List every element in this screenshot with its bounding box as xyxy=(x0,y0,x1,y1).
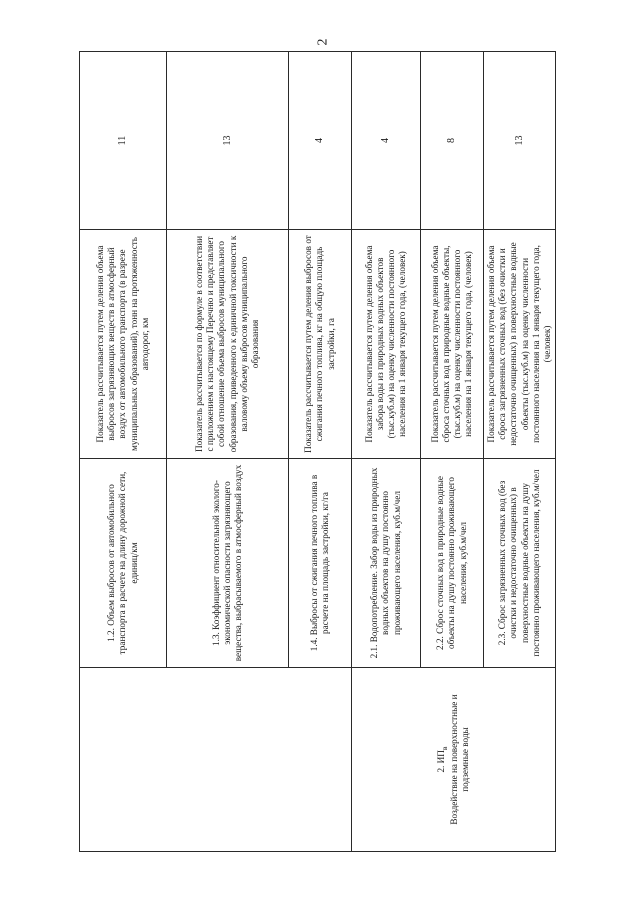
indicator-cell: 2.1. Водопотребление. Забор воды из природных водных объектов на душу постоянно проживающего населения, куб.м/чел xyxy=(352,459,421,668)
rotated-table-wrapper xyxy=(79,52,555,852)
indicator-cell: 2.2. Сброс сточных вод в природные водные объекты на душу постоянно проживающего населения, куб.м/чел xyxy=(421,459,484,668)
weight-cell: 4 xyxy=(352,52,421,230)
indicator-cell: 2.3. Сброс загрязненных сточных вод (без очистки и недостаточно очищенных) в поверхностные водные объекты на душу постоянно проживающего населения, куб.м/чел xyxy=(484,459,556,668)
weight-cell: 13 xyxy=(167,52,289,230)
weight-cell: 8 xyxy=(421,52,484,230)
group-cell-water xyxy=(352,668,556,852)
table-row xyxy=(80,52,167,852)
group-cell-empty xyxy=(80,668,352,852)
table-row xyxy=(352,52,421,852)
group-title xyxy=(436,673,449,846)
method-cell: Показатель рассчитывается путем деления объема забора воды из природных водных объектов (тыс.куб.м) на оценку численности постоянного населения на 1 января текущего года, (человек) xyxy=(352,230,421,459)
group-subtitle: Воздействие на поверхностные и подземные воды xyxy=(448,694,471,825)
page-number-text: 2 xyxy=(315,38,330,46)
method-cell: Показатель рассчитывается по формуле в соответствии с приложением к настоящему Перечню и представляет собой отношение объема выбросов муниципального образования, приведенного к единичной токсичности к валовому объему выбросов муниципального образования xyxy=(167,230,289,459)
group-title-subscript: в xyxy=(439,746,449,751)
weight-cell: 4 xyxy=(289,52,352,230)
indicator-cell: 1.2. Объем выбросов от автомобильного транспорта в расчете на длину дорожной сети, единиц/км xyxy=(80,459,167,668)
method-cell: Показатель рассчитывается путем деления выбросов от сжигания печного топлива, кг на общую площадь застройки, га xyxy=(289,230,352,459)
method-cell: Показатель рассчитывается путем деления объема сброса сточных вод в природные водные объекты, (тыс.куб.м) на оценку численности постоянного населения на 1 января текущего года, (человек) xyxy=(421,230,484,459)
group-title-main: 2. ИП xyxy=(435,750,446,773)
method-cell: Показатель рассчитывается путем деления объема сброса загрязненных сточных вод (без очистки и недостаточно очищенных) в поверхностные водные объекты (тыс.куб.м) на оценку численности постоянного населения на 1 января текущего года, (человек) xyxy=(484,230,556,459)
weight-cell: 13 xyxy=(484,52,556,230)
indicators-table xyxy=(79,51,556,852)
indicator-cell: 1.4. Выбросы от сжигания печного топлива в расчете на площадь застройки, кг/га xyxy=(289,459,352,668)
indicator-cell: 1.3. Коэффициент относительной эколого-экономической опасности загрязняющего вещества, выбрасываемого в атмосферный воздух xyxy=(167,459,289,668)
method-cell: Показатель рассчитывается путем деления объема выбросов загрязняющих веществ в атмосферный воздух от автомобильного транспорта (в разрезе муниципальных образований), тонн на протяженность автодорог, км xyxy=(80,230,167,459)
weight-cell: 11 xyxy=(80,52,167,230)
